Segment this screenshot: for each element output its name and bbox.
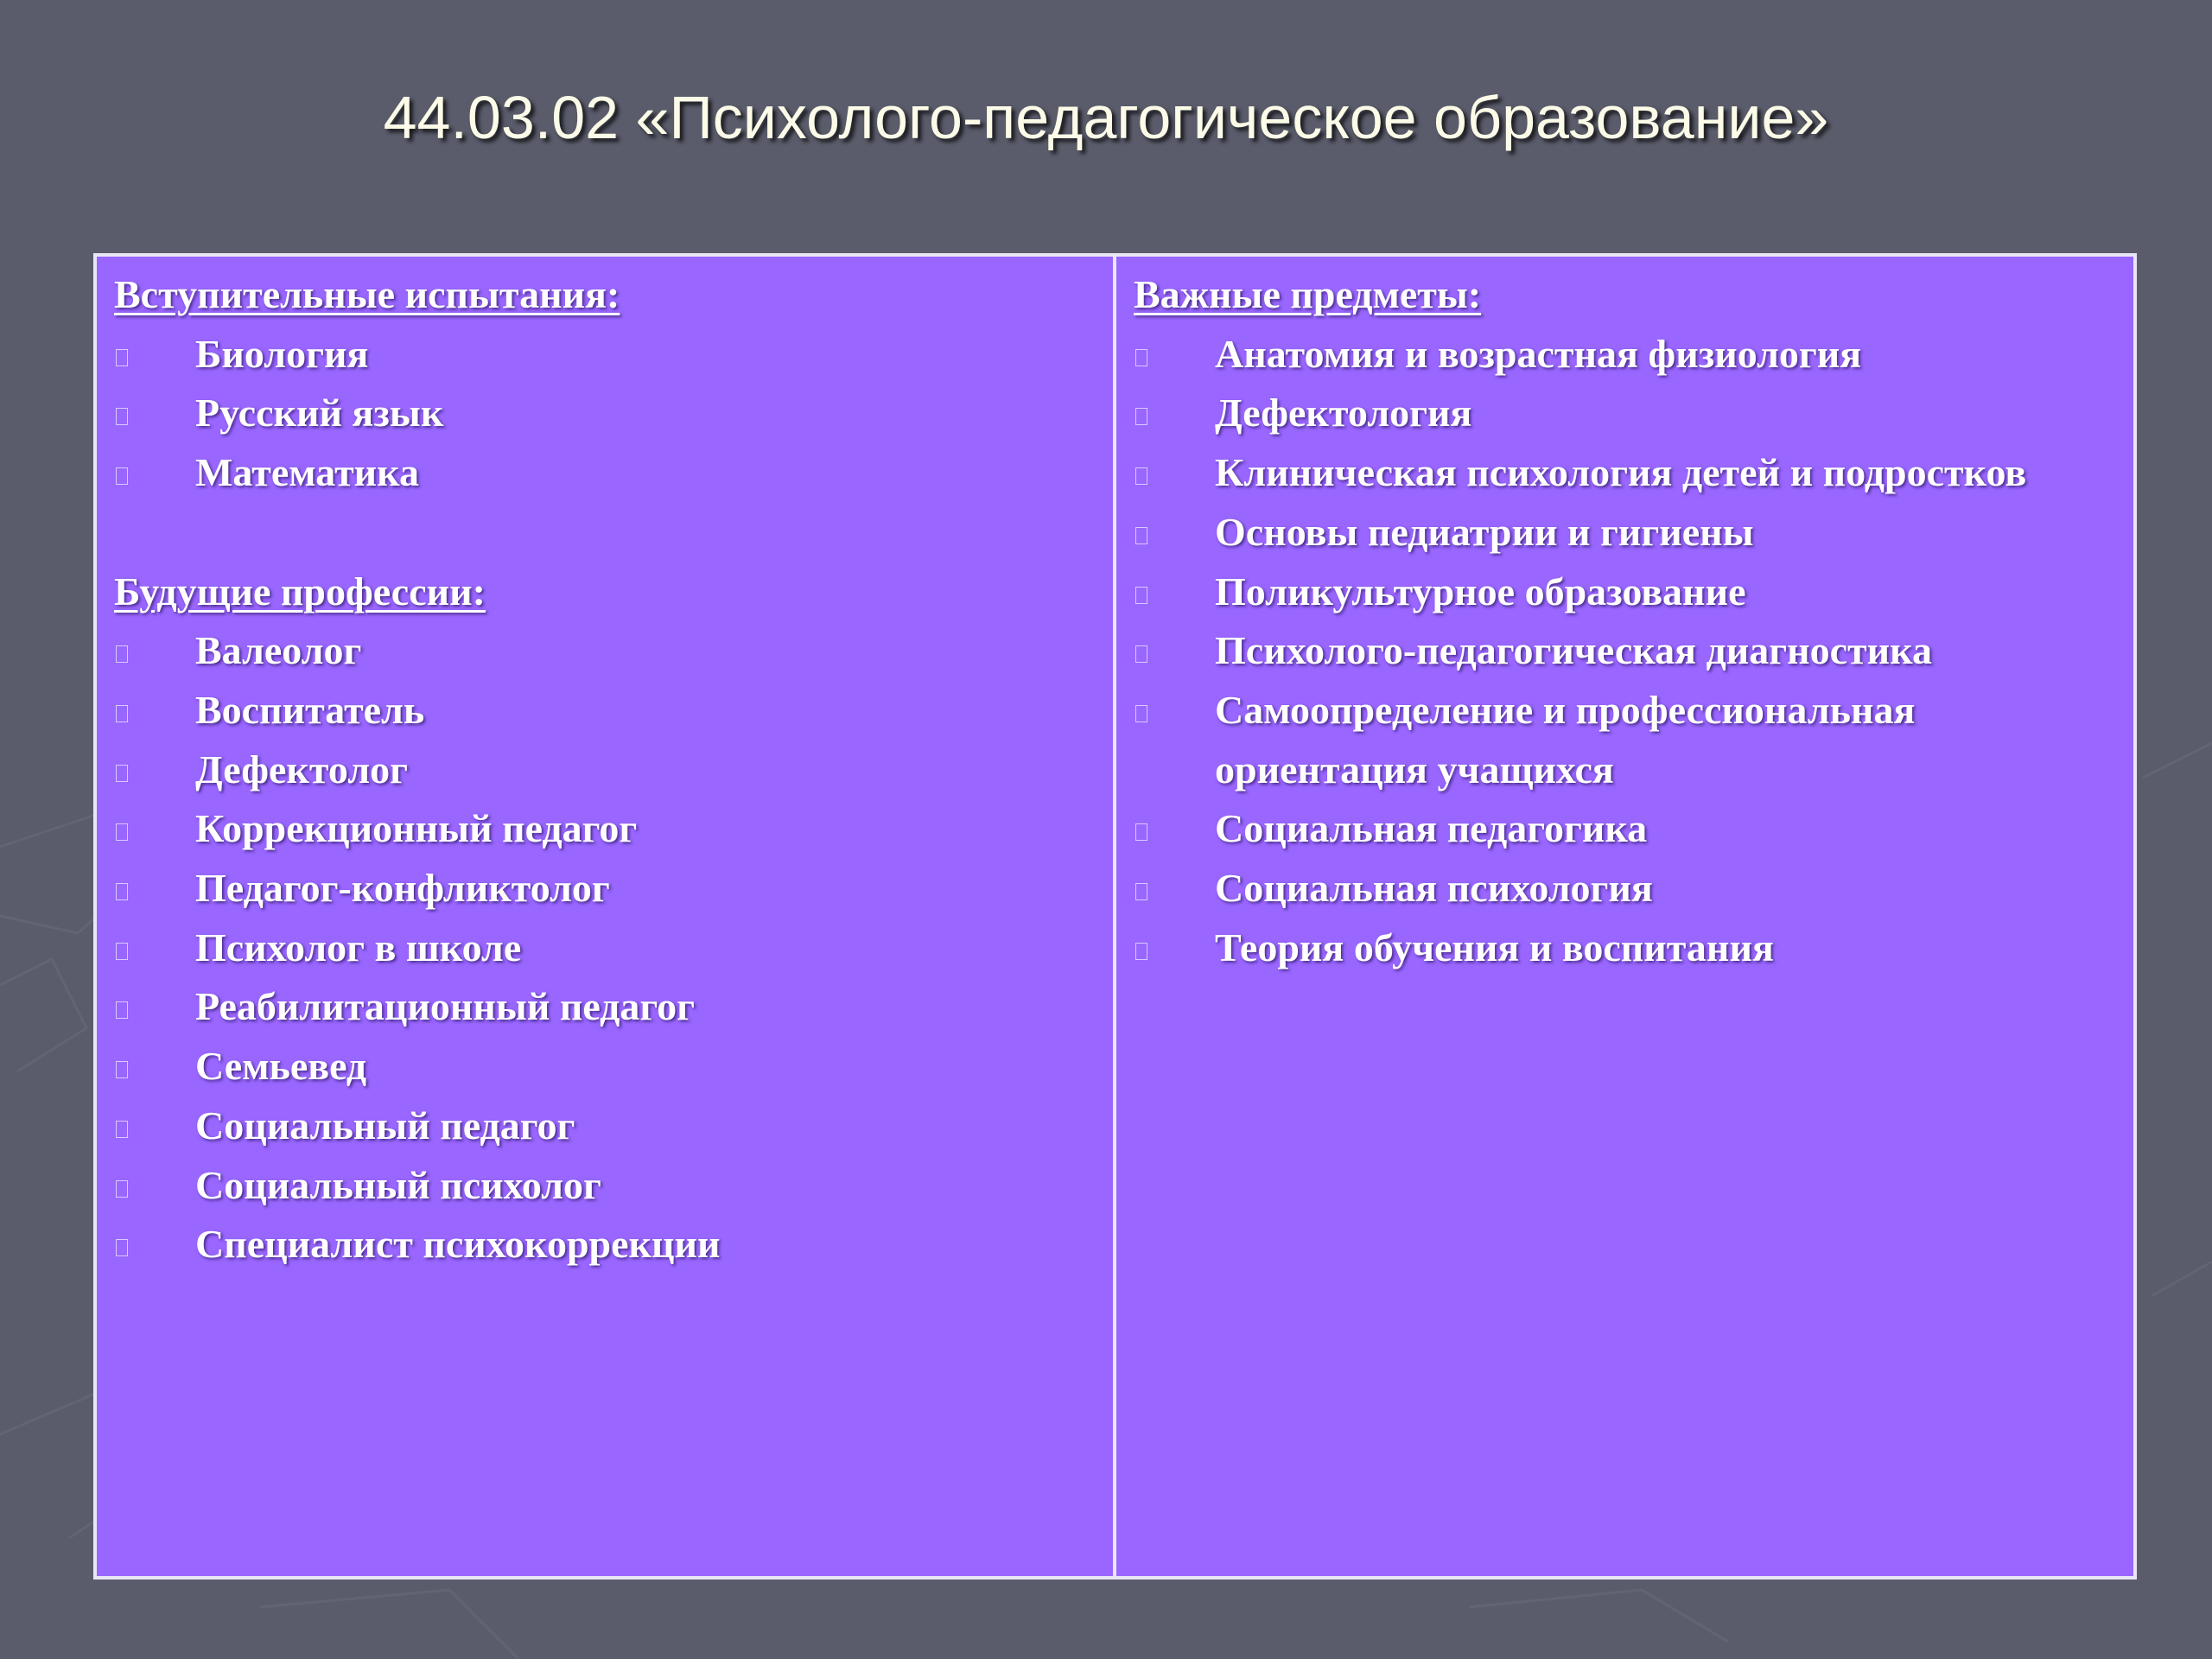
- list-item: Основы педиатрии и гигиены: [1134, 503, 2133, 563]
- bullet-icon: [116, 1001, 128, 1019]
- bullet-icon: [1135, 823, 1147, 841]
- bullet-icon: [116, 1180, 128, 1198]
- exams-list: [114, 325, 1113, 503]
- bullet-icon: [116, 943, 128, 960]
- left-column: [97, 257, 1116, 1576]
- list-item: Биология: [114, 325, 1113, 385]
- right-column: [1116, 257, 2133, 1576]
- professions-heading: Будущие профессии:: [114, 569, 486, 613]
- bullet-icon: [116, 1239, 128, 1256]
- slide-title: 44.03.02 «Психолого-педагогическое образование»: [383, 84, 1829, 151]
- list-item: Воспитатель: [114, 681, 1113, 741]
- section-gap: [114, 503, 1113, 563]
- list-item: Поликультурное образование: [1134, 563, 2133, 622]
- list-item: Социальный психолог: [114, 1156, 1113, 1216]
- bullet-icon: [1135, 883, 1147, 900]
- bullet-icon: [1135, 587, 1147, 604]
- list-item: Педагог-конфликтолог: [114, 859, 1113, 918]
- bullet-icon: [1135, 527, 1147, 544]
- bullet-icon: [1135, 408, 1147, 425]
- bullet-icon: [116, 645, 128, 663]
- bullet-icon: [116, 823, 128, 841]
- list-item: Дефектолог: [114, 741, 1113, 800]
- subjects-list: [1134, 325, 2133, 978]
- bullet-icon: [116, 1061, 128, 1078]
- bullet-icon: [116, 408, 128, 425]
- list-item: Семьевед: [114, 1037, 1113, 1096]
- list-item: Дефектология: [1134, 384, 2133, 443]
- subjects-heading: Важные предметы:: [1134, 272, 1482, 316]
- bullet-icon: [116, 1121, 128, 1138]
- bullet-icon: [1135, 467, 1147, 485]
- bullet-icon: [116, 705, 128, 722]
- list-item: Анатомия и возрастная физиология: [1134, 325, 2133, 385]
- list-item: Самоопределение и профессиональная ориентация учащихся: [1134, 681, 2133, 799]
- list-item: Психолого-педагогическая диагностика: [1134, 621, 2133, 681]
- list-item: Социальный педагог: [114, 1096, 1113, 1156]
- bullet-icon: [1135, 705, 1147, 722]
- bullet-icon: [1135, 349, 1147, 366]
- bullet-icon: [1135, 645, 1147, 663]
- bullet-icon: [116, 467, 128, 485]
- list-item: Специалист психокоррекции: [114, 1215, 1113, 1274]
- bullet-icon: [116, 765, 128, 782]
- list-item: Социальная педагогика: [1134, 799, 2133, 859]
- bullet-icon: [116, 883, 128, 900]
- bullet-icon: [1135, 943, 1147, 960]
- content-table: [93, 253, 2137, 1580]
- list-item: Теория обучения и воспитания: [1134, 918, 2133, 978]
- list-item: Клиническая психология детей и подростков: [1134, 443, 2133, 503]
- list-item: Математика: [114, 443, 1113, 503]
- list-item: Коррекционный педагог: [114, 799, 1113, 859]
- exams-heading: Вступительные испытания:: [114, 272, 620, 316]
- bullet-icon: [116, 349, 128, 366]
- list-item: Реабилитационный педагог: [114, 977, 1113, 1037]
- list-item: Социальная психология: [1134, 859, 2133, 918]
- list-item: Русский язык: [114, 384, 1113, 443]
- list-item: Психолог в школе: [114, 918, 1113, 978]
- professions-list: [114, 621, 1113, 1274]
- list-item: Валеолог: [114, 621, 1113, 681]
